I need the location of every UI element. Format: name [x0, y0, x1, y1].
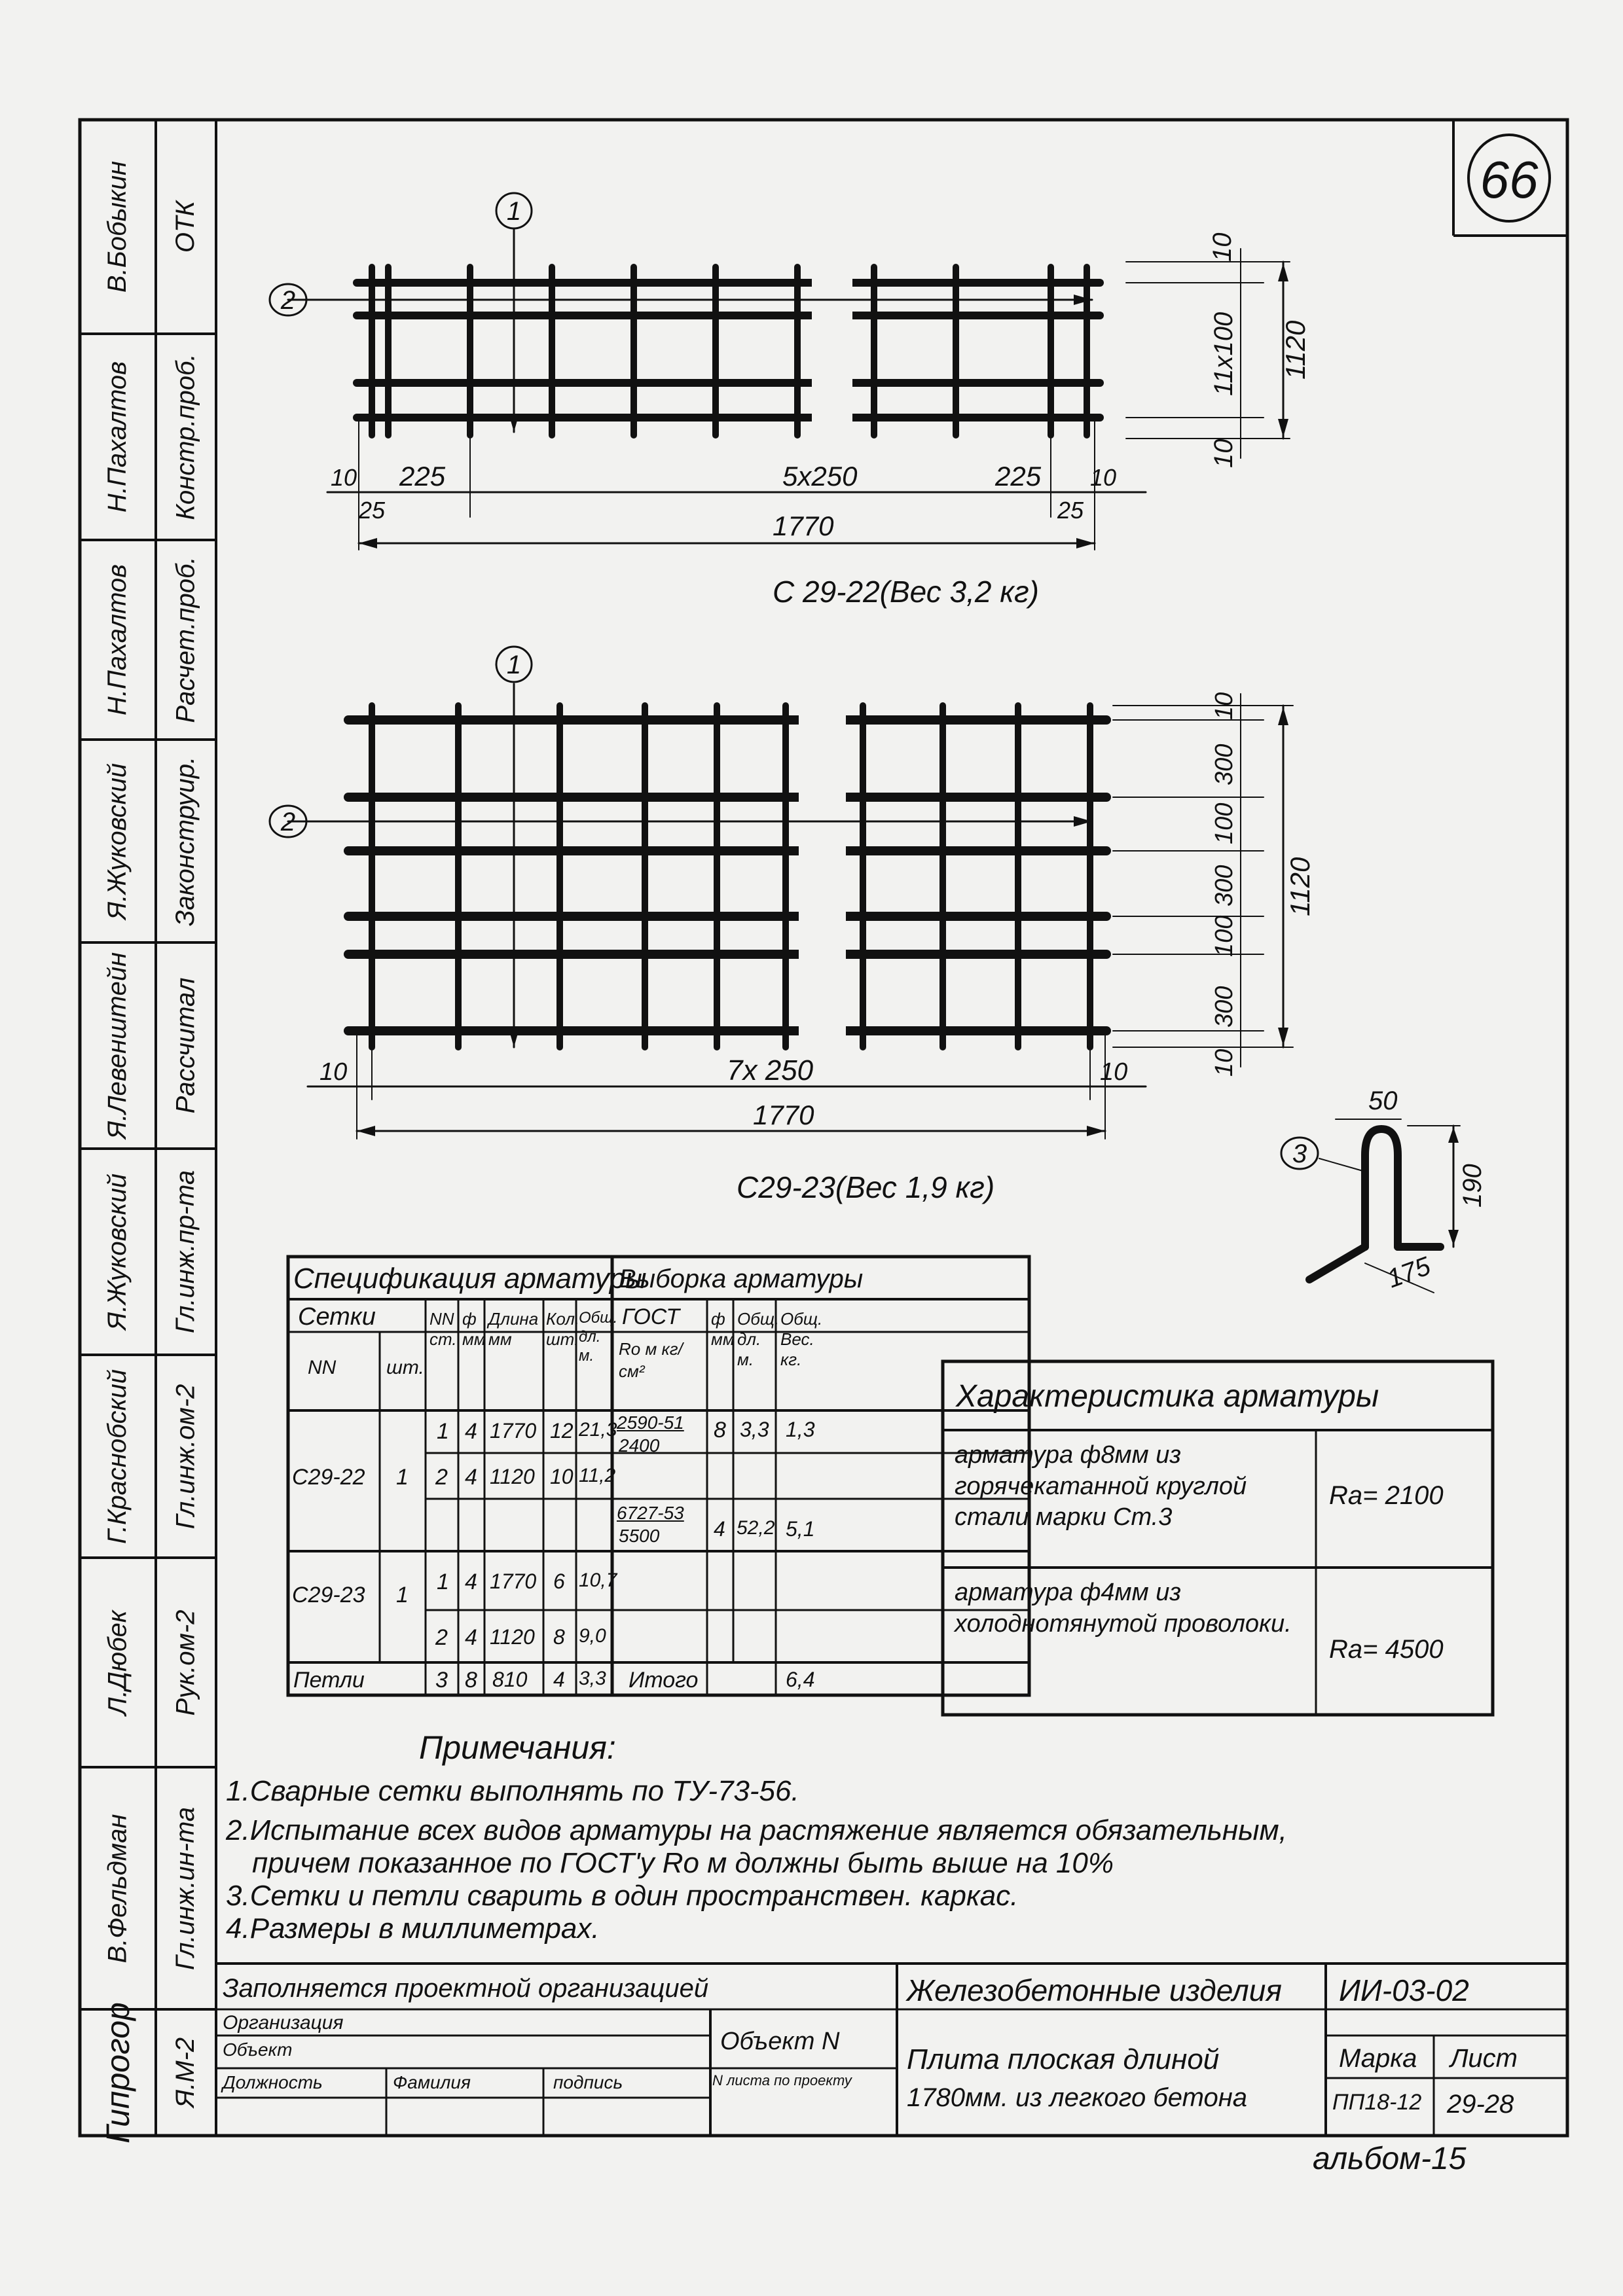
org-dept	[156, 2009, 216, 2136]
stamp-bottom: альбом-15	[1313, 2142, 1467, 2176]
spec-r3-len: 1770	[490, 1570, 537, 1593]
mesh-1-dim-right-bottom: 10	[1209, 439, 1238, 468]
side-stamp-role-8	[156, 1558, 216, 1767]
mesh-1-labels	[270, 193, 1311, 609]
spec-r5-d: 8	[465, 1668, 477, 1693]
char-row-1-ra: Ra= 2100	[1329, 1481, 1444, 1510]
note-3: 3.Сетки и петли сварить в один пространствен. каркас.	[226, 1880, 1019, 1912]
mesh-1-dim-left-small: 10	[331, 464, 357, 491]
spec-r1-l: 21,3	[579, 1419, 617, 1441]
sel-2-l: 52,2	[737, 1517, 775, 1539]
mesh-1-dim-right-top: 10	[1208, 232, 1237, 262]
side-role-text: Гл.инж.ом-2	[171, 1384, 200, 1529]
mesh-2-dim-mid: 7x 250	[727, 1054, 814, 1086]
mesh-1-dim-left-offset: 25	[359, 497, 386, 524]
side-stamp-role-7	[156, 1355, 216, 1558]
side-role-text: Констр.проб.	[171, 353, 200, 520]
tb-fam-label: Фамилия	[393, 2072, 471, 2092]
org-dept-text: Я.М-2	[171, 2037, 200, 2108]
sel-2-d: 4	[714, 1517, 725, 1541]
tb-mark-label: Марка	[1339, 2044, 1417, 2073]
side-role-text: ОТК	[171, 200, 200, 253]
tb-mark: ПП18-12	[1332, 2090, 1422, 2115]
loop-dim-base: 175	[1383, 1251, 1434, 1294]
tb-obj-n: Объект N	[720, 2028, 840, 2055]
sel-1-d: 8	[714, 1418, 726, 1443]
mesh-2-dim-total-height: 1120	[1285, 857, 1315, 916]
mesh-2-dim-total-width: 1770	[753, 1100, 814, 1130]
side-stamp-name-5	[80, 942, 156, 1149]
spec-r2-len: 1120	[490, 1465, 535, 1488]
mesh-2-dim-right-7: 10	[1211, 1049, 1238, 1077]
note-2-cont: причем показанное по ГОСТ'у Rо м должны быть выше на 10%	[252, 1847, 1114, 1879]
side-name-text: Я.Жуковский	[103, 1173, 132, 1331]
org-name-text: Гипрогор	[100, 2001, 136, 2144]
side-stamp-name-8	[80, 1558, 156, 1767]
tb-filled-by: Заполняется проектной организацией	[223, 1974, 709, 2003]
tb-sheet: 29-28	[1447, 2090, 1514, 2119]
sel-2-ro: 5500	[619, 1526, 660, 1546]
side-stamp-name-3	[80, 540, 156, 740]
side-stamp-name-6	[80, 1149, 156, 1355]
sel-total-label: Итого	[629, 1668, 699, 1693]
spec-head-obsch-dl: Общ. дл. м.	[579, 1309, 618, 1365]
side-stamp-name-9	[80, 1767, 156, 2009]
side-stamp-name-4	[80, 740, 156, 942]
note-1: 1.Сварные сетки выполнять по ТУ-73-56.	[226, 1775, 799, 1807]
spec-r5-l: 3,3	[579, 1668, 606, 1689]
tb-org-label: Организация	[223, 2012, 344, 2034]
spec-head-ro: Rо м кг/см²	[619, 1339, 683, 1381]
spec-head-kol: Кол. шт.	[546, 1309, 580, 1350]
mesh-2-position-1: 1	[506, 651, 522, 679]
spec-r3-pos: 1	[437, 1570, 449, 1594]
side-name-text: Л.Дюбек	[103, 1609, 132, 1715]
side-stamp-name-1	[80, 120, 156, 334]
spec-r4-pos: 2	[435, 1625, 448, 1650]
sel-1-gost: 2590-51	[617, 1412, 684, 1433]
side-name-text: Я.Жуковский	[103, 762, 132, 920]
mesh-2-dim-right-2: 300	[1211, 744, 1238, 785]
side-stamp-role-3	[156, 540, 216, 740]
spec-r1-n: 12	[550, 1419, 574, 1443]
spec-r4-len: 1120	[490, 1625, 535, 1649]
spec-r1-d: 4	[465, 1419, 477, 1444]
side-name-text: Н.Пахалтов	[103, 361, 132, 513]
mesh-1-position-1: 1	[506, 197, 522, 226]
mesh-2-dim-right: 10	[1100, 1058, 1128, 1086]
spec-r4-n: 8	[553, 1625, 565, 1649]
spec-r3-l: 10,7	[579, 1570, 617, 1591]
spec-head-obsch-dl2: Общ. дл. м.	[737, 1309, 780, 1370]
mesh-1-dim-right-mid: 11x100	[1209, 312, 1238, 396]
mesh-1-drawing	[288, 229, 1290, 550]
note-2: 2.Испытание всех видов арматуры на растяжение является обязательным,	[226, 1814, 1287, 1846]
mesh-2-caption: С29-23(Вес 1,9 кг)	[737, 1170, 995, 1204]
side-stamp-role-2	[156, 334, 216, 540]
spec-r2-pos: 2	[435, 1465, 448, 1490]
tb-name-line2: 1780мм. из легкого бетона	[907, 2083, 1247, 2112]
spec-net-1-qty: 1	[396, 1465, 409, 1490]
mesh-1-dim-225-right: 225	[995, 461, 1042, 492]
side-name-text: Н.Пахалтов	[103, 564, 132, 716]
spec-r4-l: 9,0	[579, 1625, 606, 1647]
tb-code: ИИ-03-02	[1339, 1973, 1469, 2007]
side-role-text: Законструир.	[171, 756, 200, 926]
side-stamp-name-7	[80, 1355, 156, 1558]
tb-sheet-label: Лист	[1450, 2044, 1518, 2073]
spec-net-1: С29-22	[292, 1465, 365, 1490]
side-role-text: Гл.инж.пр-та	[171, 1170, 200, 1334]
sel-1-l: 3,3	[740, 1418, 769, 1441]
mesh-1-dim-total-height: 1120	[1280, 320, 1311, 380]
spec-net-2: С29-23	[292, 1583, 365, 1607]
char-title: Характеристика арматуры	[956, 1379, 1379, 1414]
spec-r5-n: 4	[553, 1668, 565, 1691]
side-stamp-role-6	[156, 1149, 216, 1355]
spec-r1-pos: 1	[437, 1419, 449, 1444]
spec-r5-pos: 3	[435, 1668, 448, 1693]
spec-r4-d: 4	[465, 1625, 477, 1650]
mesh-2-dim-right-5: 100	[1211, 915, 1238, 957]
tb-sign-label: подпись	[553, 2072, 623, 2092]
mesh-1-dim-right-offset: 25	[1057, 497, 1084, 524]
spec-head-nnst: NN ст.	[429, 1309, 457, 1350]
mesh-1-dim-225-left: 225	[399, 461, 446, 492]
notes-title: Примечания:	[419, 1729, 616, 1766]
org-name	[80, 2001, 156, 2144]
loop-labels	[1281, 1086, 1487, 1293]
sel-2-w: 5,1	[786, 1517, 815, 1541]
sel-1-ro: 2400	[619, 1435, 660, 1456]
side-role-text: Расчет.проб.	[171, 556, 200, 723]
side-stamp-role-5	[156, 942, 216, 1149]
spec-net-2-qty: 1	[396, 1583, 409, 1607]
spec-r5-len: 810	[492, 1668, 528, 1691]
spec-title-right: Выборка арматуры	[619, 1265, 864, 1293]
side-stamp-name-2	[80, 334, 156, 540]
spec-head-setki: Сетки	[298, 1303, 376, 1331]
mesh-2-dim-left: 10	[319, 1058, 348, 1086]
spec-head-gost: ГОСТ	[622, 1304, 680, 1329]
spec-head-sht: шт.	[386, 1357, 424, 1378]
spec-r3-n: 6	[553, 1570, 565, 1593]
mesh-1-caption: С 29-22(Вес 3,2 кг)	[773, 575, 1039, 609]
tb-product: Железобетонные изделия	[907, 1973, 1282, 2007]
spec-r1-len: 1770	[490, 1419, 537, 1443]
sel-2-gost: 6727-53	[617, 1503, 684, 1523]
spec-r2-n: 10	[550, 1465, 574, 1488]
mesh-2-dim-right-6: 300	[1211, 986, 1238, 1028]
mesh-1-dim-mid: 5x250	[782, 461, 858, 492]
mesh-1-position-2: 2	[280, 286, 296, 315]
loop-dim-top: 50	[1368, 1086, 1398, 1115]
tb-name-line1: Плита плоская длиной	[907, 2043, 1220, 2075]
side-name-text: В.Фельдман	[103, 1814, 132, 1963]
spec-title-left: Спецификация арматуры	[293, 1263, 647, 1295]
spec-r3-d: 4	[465, 1570, 477, 1594]
mesh-2-position-2: 2	[280, 808, 296, 836]
spec-head-nn: NN	[308, 1357, 337, 1378]
mesh-2-dim-right-4: 300	[1211, 865, 1238, 906]
tb-obj-label: Объект	[223, 2039, 293, 2060]
spec-head-length: Длина мм	[488, 1309, 539, 1350]
side-stamp-role-1	[156, 120, 216, 334]
mesh-2-dim-right-1: 10	[1211, 692, 1238, 720]
note-4: 4.Размеры в миллиметрах.	[226, 1912, 600, 1945]
loop-position-3: 3	[1292, 1139, 1307, 1168]
spec-net-3: Петли	[293, 1668, 365, 1693]
spec-head-phi2: ф мм	[711, 1309, 735, 1350]
side-role-text: Гл.инж.ин-та	[171, 1806, 200, 1970]
sel-total-value: 6,4	[786, 1668, 815, 1691]
side-stamp-role-4	[156, 740, 216, 942]
side-name-text: В.Бобыкин	[103, 160, 132, 293]
side-name-text: Я.Левенштейн	[103, 952, 132, 1139]
tb-pos-label: Должность	[223, 2072, 323, 2092]
spec-r2-d: 4	[465, 1465, 477, 1490]
spec-head-phi: ф мм	[462, 1309, 486, 1350]
loop-dim-height: 190	[1458, 1164, 1487, 1208]
tb-list-n: N листа по проекту	[712, 2072, 852, 2089]
side-role-text: Рук.ом-2	[171, 1609, 200, 1715]
mesh-1-dim-total-width: 1770	[773, 511, 834, 541]
mesh-2-dim-right-3: 100	[1211, 802, 1238, 844]
mesh-1-dim-right-small: 10	[1090, 464, 1117, 491]
char-row-2-ra: Ra= 4500	[1329, 1635, 1444, 1664]
spec-head-obsch-ves: Общ. Вес. кг.	[780, 1309, 823, 1370]
spec-r2-l: 11,2	[579, 1465, 616, 1486]
side-name-text: Г.Краснобский	[103, 1369, 132, 1544]
char-row-2-desc: арматура ф4мм из холоднотянутой проволоки.	[955, 1579, 1292, 1638]
mesh-2-labels	[270, 647, 1315, 1204]
side-role-text: Рассчитал	[171, 977, 200, 1114]
sel-1-w: 1,3	[786, 1418, 815, 1441]
sheet-number: 66	[1480, 151, 1539, 209]
side-stamp-role-9	[156, 1767, 216, 2009]
char-row-1-desc: арматура ф8мм из горячекатанной круглой стали марки Ст.3	[955, 1441, 1247, 1531]
